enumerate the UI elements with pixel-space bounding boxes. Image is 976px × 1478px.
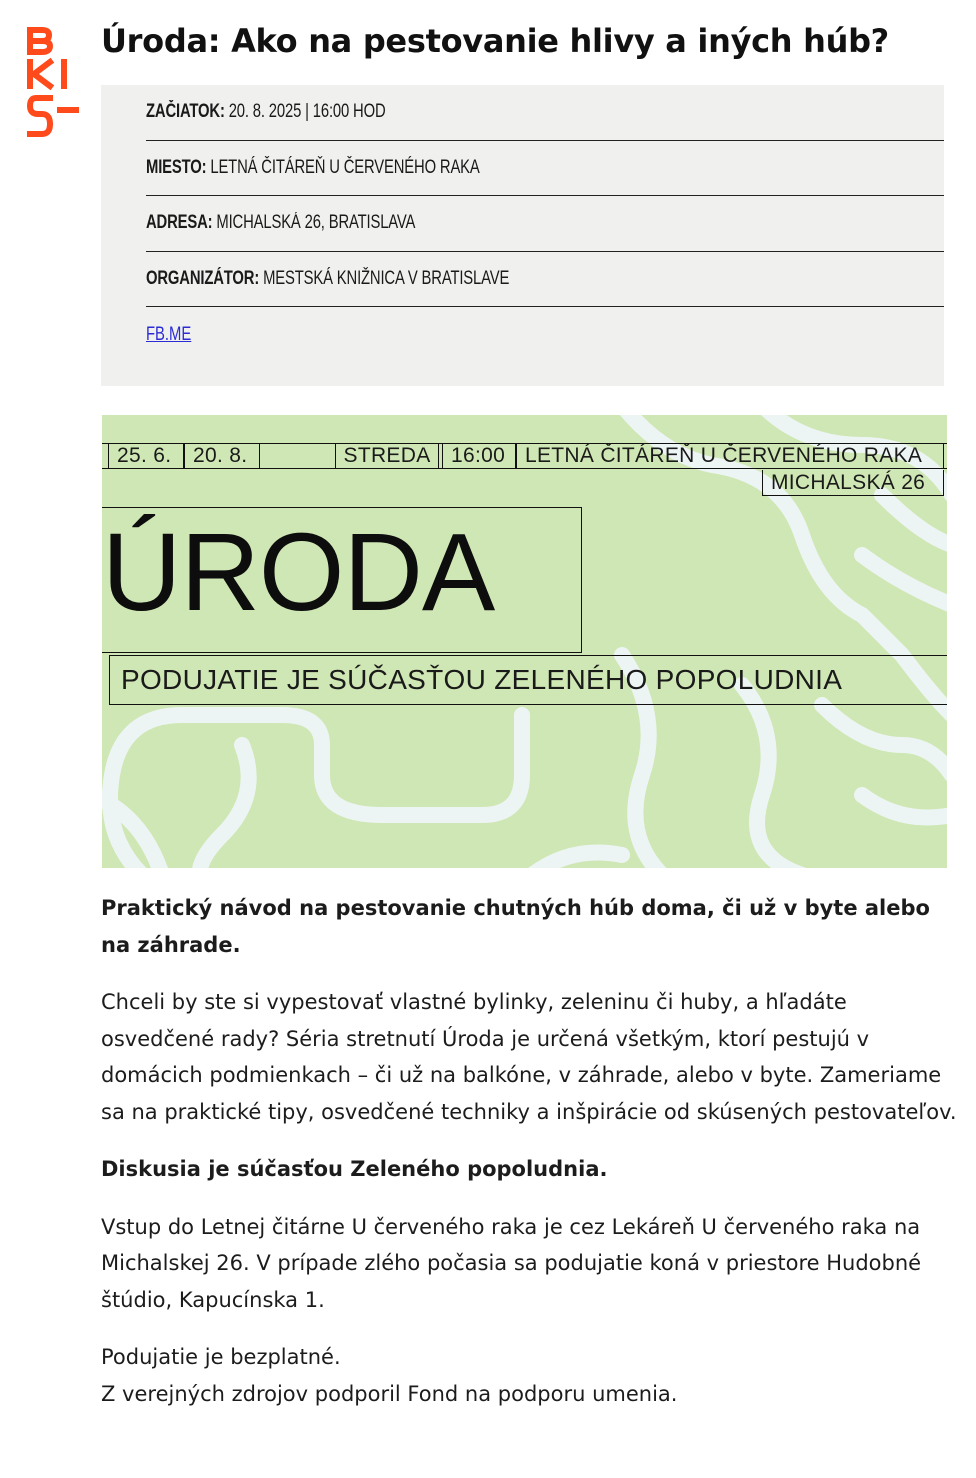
banner-day: STREDA [335,443,439,469]
free-entry-text: Podujatie je bezplatné. [101,1345,341,1369]
banner-headline-box [102,507,582,653]
facebook-link[interactable]: FB.ME [146,323,192,345]
event-banner [102,415,947,868]
info-row-address [146,196,944,252]
info-link-row [146,307,944,362]
highlight-paragraph: Diskusia je súčasťou Zeleného popoludnia. [101,1157,608,1181]
description-paragraph: Chceli by ste si vypestovať vlastné bylinky, zeleninu či huby, a hľadáte osvedčené rady? Séria stretnutí Úroda je určená všetkým, ktorí pestujú v domácich podmienkach – či už na balkóne, v záhrade, alebo v byte. Zameriame sa na praktické tipy, osvedčené techniky a inšpirácie od skúsených pestovateľov. [101,990,957,1124]
banner-date-start: 25. 6. [108,443,184,469]
bkis-logo[interactable] [24,26,82,148]
event-description [101,890,966,1412]
banner-venue: LETNÁ ČITÁREŇ U ČERVENÉHO RAKA [516,443,944,469]
event-info-panel [101,85,944,386]
page-title: Úroda: Ako na pestovanie hlivy a iných húb? [101,22,889,60]
info-label: ZAČIATOK: [146,101,225,123]
info-value: MESTSKÁ KNIŽNICA V BRATISLAVE [263,267,510,289]
banner-headline: ÚRODA [102,511,495,634]
banner-time: 16:00 [442,443,516,469]
info-row-start [146,85,944,141]
info-label: ORGANIZÁTOR: [146,267,260,289]
info-value: MICHALSKÁ 26, BRATISLAVA [216,212,416,234]
info-row-organizer [146,252,944,308]
banner-date-end: 20. 8. [184,443,260,469]
lead-paragraph: Praktický návod na pestovanie chutných húb doma, či už v byte alebo na záhrade. [101,896,930,957]
info-label: ADRESA: [146,212,213,234]
funding-text: Z verejných zdrojov podporil Fond na podporu umenia. [101,1381,678,1406]
info-value: 20. 8. 2025 | 16:00 HOD [228,101,386,123]
info-row-place [146,141,944,197]
info-label: MIESTO: [146,156,207,178]
access-paragraph: Vstup do Letnej čitárne U červeného raka je cez Lekáreň U červeného raka na Michalskej 26. V prípade zlého počasia sa podujatie koná v priestore Hudobné štúdio, Kapucínska 1. [101,1214,922,1312]
info-value: LETNÁ ČITÁREŇ U ČERVENÉHO RAKA [210,156,480,178]
banner-subtitle: PODUJATIE JE SÚČASŤOU ZELENÉHO POPOLUDNIA [109,655,947,705]
banner-address: MICHALSKÁ 26 [762,470,944,496]
